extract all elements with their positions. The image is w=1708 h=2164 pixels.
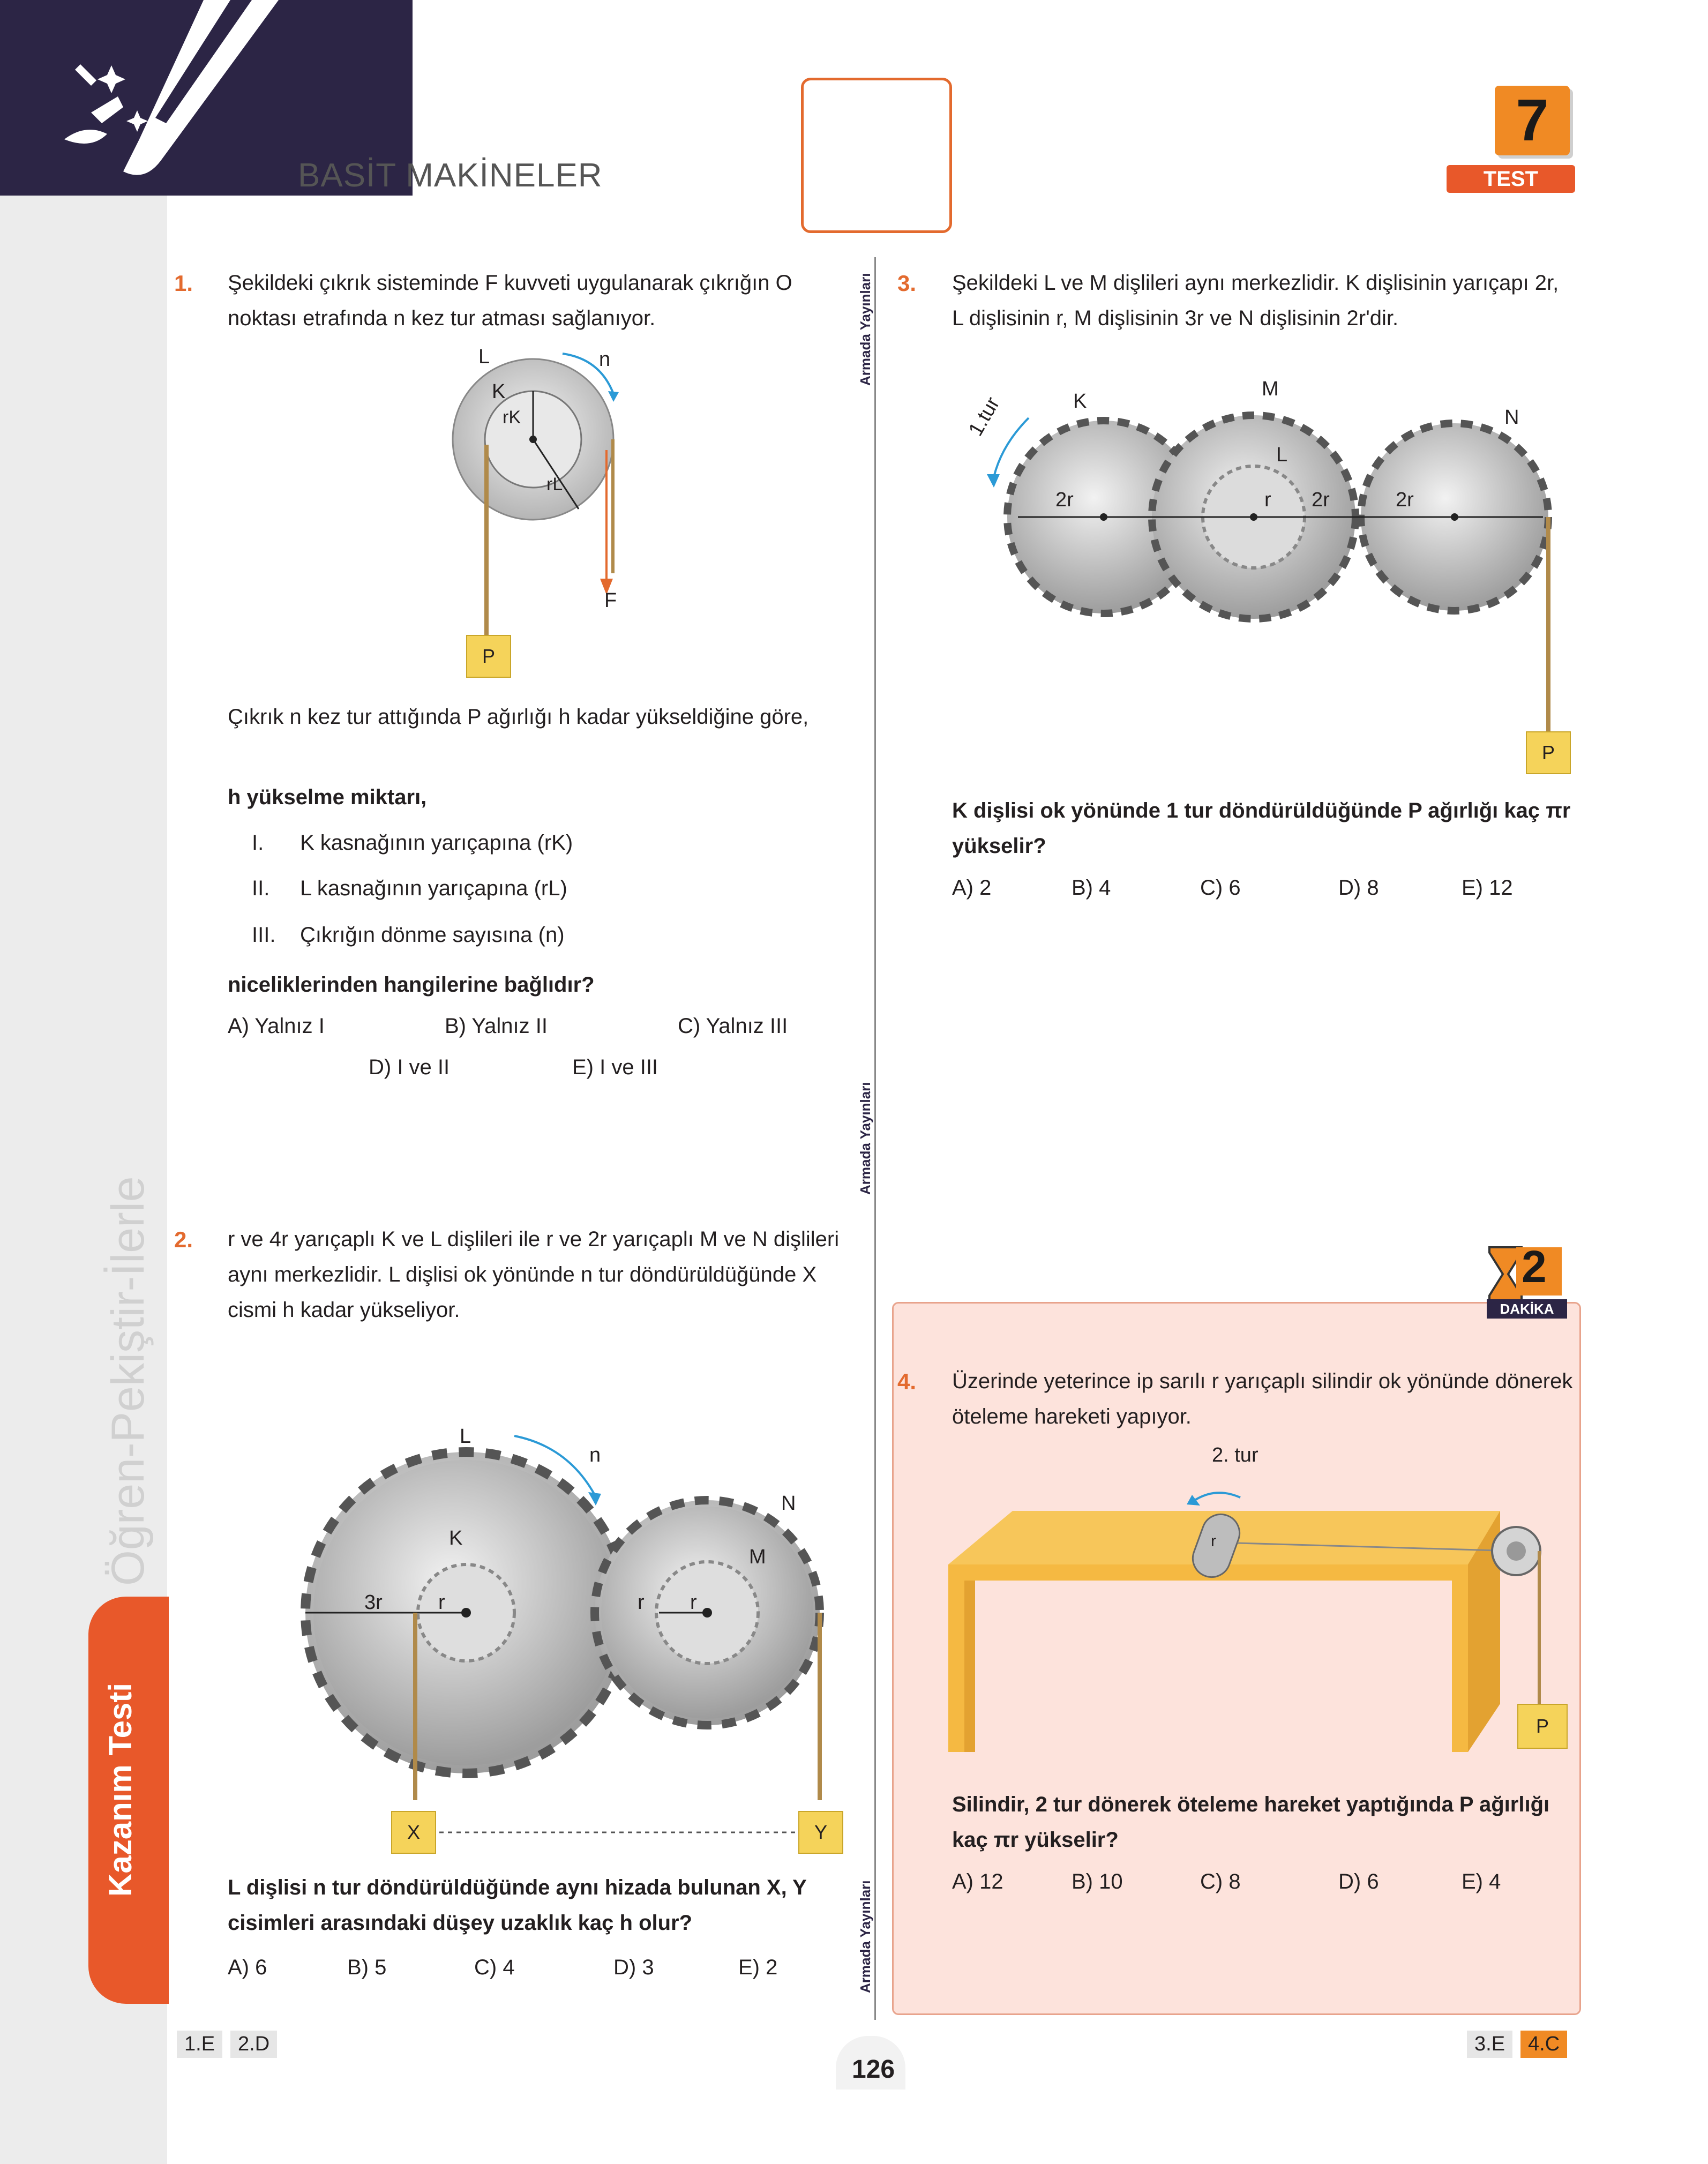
test-number: 7 (1495, 86, 1570, 155)
q2-label-rM2: r (690, 1591, 697, 1614)
q1-item-2: L kasnağının yarıçapına (rL) (300, 877, 567, 900)
vertical-slogan: Öğren-Pekiştir-İlerle (102, 1176, 154, 1586)
q3-label-2r-N: 2r (1396, 489, 1414, 511)
q1-figure (429, 343, 696, 686)
answer-3: 3.E (1467, 2031, 1512, 2058)
q3-option-e[interactable]: E) 12 (1462, 876, 1513, 900)
q3-weight-P: P (1526, 731, 1571, 774)
q3-label-2r-K: 2r (1055, 489, 1074, 511)
q1-weight-P: P (466, 635, 511, 678)
q3-label-K: K (1073, 390, 1087, 413)
column-divider (874, 257, 876, 2020)
q1-item-3-roman: III. (252, 923, 276, 947)
header-empty-box (801, 78, 952, 233)
q4-label-tur: 2. tur (1212, 1444, 1258, 1466)
q2-question: L dişlisi n tur döndürüldüğünde aynı hizada bulunan X, Y cisimleri arasındaki düşey uzaklık kaç h olur? (228, 1876, 807, 1935)
q3-label-N: N (1504, 406, 1519, 429)
q2-label-rM1: r (638, 1591, 645, 1614)
q1-question: niceliklerinden hangilerine bağlıdır? (228, 973, 595, 997)
q3-number: 3. (897, 271, 917, 296)
q4-number: 4. (897, 1369, 917, 1394)
q1-option-e[interactable]: E) I ve III (572, 1055, 658, 1079)
answer-1: 1.E (177, 2031, 222, 2058)
q2-number: 2. (174, 1227, 193, 1252)
q1-label-F: F (604, 589, 617, 612)
q4-label-r: r (1211, 1532, 1216, 1550)
q3-option-b[interactable]: B) 4 (1072, 876, 1111, 900)
q2-option-d[interactable]: D) 3 (613, 1956, 654, 1979)
q2-option-b[interactable]: B) 5 (347, 1956, 387, 1979)
q1-text: Şekildeki çıkrık sisteminde F kuvveti uygulanarak çıkrığın O noktası etrafında n kez tur atması sağlanıyor. (228, 271, 792, 330)
q2-figure (295, 1414, 873, 1843)
q2-option-c[interactable]: C) 4 (474, 1956, 515, 1979)
q4-option-d[interactable]: D) 6 (1338, 1870, 1379, 1893)
q4-figure (948, 1489, 1570, 1768)
q1-text2: Çıkrık n kez tur attığında P ağırlığı h kadar yükseldiğine göre, (228, 705, 809, 729)
q2-text: r ve 4r yarıçaplı K ve L dişlileri ile r ve 2r yarıçaplı M ve N dişlileri aynı merkezlidir. L dişlisi ok yönünde n tur döndürüldüğünde X cismi h kadar yükseliyor. (228, 1227, 840, 1322)
q1-item-1-roman: I. (252, 831, 264, 855)
q2-label-3r: 3r (364, 1591, 383, 1614)
q2-label-K: K (449, 1527, 463, 1549)
answer-2: 2.D (230, 2031, 277, 2058)
q4-option-b[interactable]: B) 10 (1072, 1870, 1123, 1893)
q3-label-M: M (1262, 378, 1279, 400)
q4-option-c[interactable]: C) 8 (1200, 1870, 1241, 1893)
q3-option-d[interactable]: D) 8 (1338, 876, 1379, 900)
q4-badge-label: DAKİKA (1487, 1299, 1567, 1319)
q3-option-c[interactable]: C) 6 (1200, 876, 1241, 900)
q1-item-1: K kasnağının yarıçapına (rK) (300, 831, 573, 855)
q3-figure (964, 386, 1570, 793)
q1-option-b[interactable]: B) Yalnız II (445, 1014, 548, 1038)
q1-stem: h yükselme miktarı, (228, 785, 427, 809)
q3-label-tur: 1.tur (964, 393, 1005, 440)
q2-label-N: N (781, 1492, 796, 1515)
q1-label-n: n (599, 348, 611, 371)
q1-label-L: L (478, 346, 490, 368)
q1-number: 1. (174, 271, 193, 296)
q2-label-rK: r (438, 1591, 445, 1614)
page-number: 126 (852, 2055, 895, 2084)
q4-option-a[interactable]: A) 12 (952, 1870, 1003, 1893)
q1-option-d[interactable]: D) I ve II (369, 1055, 450, 1079)
q1-label-K: K (492, 380, 506, 403)
q1-item-3: Çıkrığın dönme sayısına (n) (300, 923, 565, 947)
q2-option-e[interactable]: E) 2 (738, 1956, 778, 1979)
q3-text: Şekildeki L ve M dişlileri aynı merkezlidir. K dişlisinin yarıçapı 2r, L dişlisinin r, M dişlisinin 3r ve N dişlisinin 2r'dir. (952, 271, 1559, 330)
brand-mark-3: Armada Yayınları (857, 1880, 873, 1993)
brand-mark-2: Armada Yayınları (857, 1082, 873, 1195)
q3-label-L: L (1276, 444, 1288, 466)
q4-weight-P: P (1517, 1704, 1568, 1749)
q1-item-2-roman: II. (252, 877, 270, 900)
q4-badge-number: 2 (1522, 1241, 1547, 1292)
kazanim-tab-label: Kazanım Testi (102, 1683, 138, 1897)
q1-option-c[interactable]: C) Yalnız III (678, 1014, 788, 1038)
q3-question: K dişlisi ok yönünde 1 tur döndürüldüğünde P ağırlığı kaç πr yükselir? (952, 799, 1571, 858)
q3-option-a[interactable]: A) 2 (952, 876, 992, 900)
q1-label-rK: rK (503, 407, 521, 428)
q1-label-rL: rL (546, 474, 563, 495)
q4-text: Üzerinde yeterince ip sarılı r yarıçaplı silindir ok yönünde dönerek öteleme hareketi yapıyor. (952, 1369, 1573, 1428)
brand-mark-1: Armada Yayınları (857, 273, 873, 386)
q2-label-n: n (589, 1444, 601, 1466)
section-title: BASİT MAKİNELER (298, 157, 603, 194)
q2-weight-X: X (391, 1811, 436, 1854)
q3-label-r-L: r (1264, 489, 1271, 511)
q4-question: Silindir, 2 tur dönerek öteleme hareket yaptığında P ağırlığı kaç πr yükselir? (952, 1793, 1550, 1852)
q3-label-2r-M: 2r (1312, 489, 1330, 511)
answer-4: 4.C (1520, 2031, 1567, 2058)
q4-option-e[interactable]: E) 4 (1462, 1870, 1501, 1893)
q1-option-a[interactable]: A) Yalnız I (228, 1014, 325, 1038)
q2-weight-Y: Y (798, 1811, 843, 1854)
test-label: TEST (1447, 165, 1575, 193)
q2-label-L: L (460, 1425, 471, 1448)
q2-option-a[interactable]: A) 6 (228, 1956, 267, 1979)
q2-label-M: M (749, 1546, 766, 1568)
